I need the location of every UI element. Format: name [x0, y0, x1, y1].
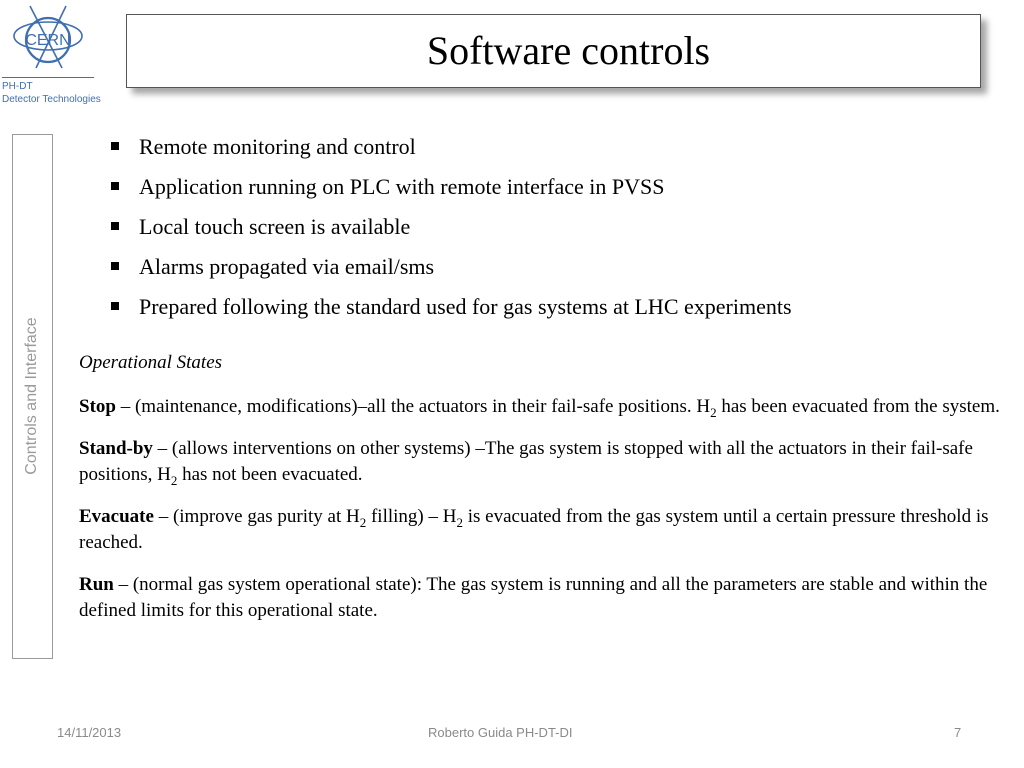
- slide-title: Software controls: [426, 28, 711, 73]
- state-name: Stop: [79, 396, 116, 417]
- state-text: – (allows interventions on other systems) –The gas system is stopped with all the actuators in their fail-safe positions, H: [79, 438, 973, 485]
- side-panel-label: Controls and Interface: [23, 317, 40, 475]
- footer-author: Roberto Guida PH-DT-DI: [428, 725, 573, 740]
- side-panel: [12, 134, 53, 659]
- state-standby: [79, 436, 1009, 488]
- state-text: filling) – H: [366, 506, 457, 527]
- state-text: – (improve gas purity at H: [153, 506, 360, 527]
- state-text: – (normal gas system operational state): The gas system is running and all the parameters are stable and within the defined limits for this operational state.: [79, 574, 988, 621]
- state-text: – (maintenance, modifications)–all the actuators in their fail-safe positions. H: [115, 396, 711, 417]
- bullet-item: Alarms propagated via email/sms: [110, 247, 792, 287]
- bullet-item: Local touch screen is available: [110, 207, 792, 247]
- logo-group: Detector Technologies: [2, 94, 101, 105]
- state-name: Stand-by: [79, 438, 153, 459]
- subscript: 2: [710, 404, 717, 420]
- state-run: [79, 572, 1009, 624]
- bullet-item: Prepared following the standard used for gas systems at LHC experiments: [110, 287, 792, 327]
- subscript: 2: [359, 514, 367, 530]
- bullet-list: [110, 127, 792, 327]
- subscript: 2: [456, 514, 463, 530]
- footer-date: 14/11/2013: [57, 725, 122, 740]
- logo-department: PH-DT: [2, 81, 33, 92]
- state-name: Evacuate: [79, 506, 154, 527]
- subscript: 2: [170, 472, 178, 488]
- operational-states: [79, 350, 1009, 640]
- operational-states-heading: Operational States: [79, 352, 223, 373]
- state-name: Run: [79, 574, 114, 595]
- bullet-item: Remote monitoring and control: [110, 127, 792, 167]
- state-evacuate: [79, 504, 1009, 556]
- state-stop: [79, 394, 1009, 420]
- cern-logo: [0, 0, 110, 110]
- cern-logo-icon: [6, 4, 90, 74]
- title-box: [126, 14, 981, 88]
- state-text: has been evacuated from the system.: [716, 396, 1000, 417]
- footer-page-number: 7: [954, 725, 962, 740]
- state-text: is evacuated from the gas system until a certain pressure threshold is reached.: [79, 506, 989, 553]
- cern-logo-text: CERN: [25, 32, 71, 49]
- state-text: has not been evacuated.: [177, 464, 363, 485]
- bullet-item: Application running on PLC with remote interface in PVSS: [110, 167, 792, 207]
- logo-divider: [2, 77, 94, 78]
